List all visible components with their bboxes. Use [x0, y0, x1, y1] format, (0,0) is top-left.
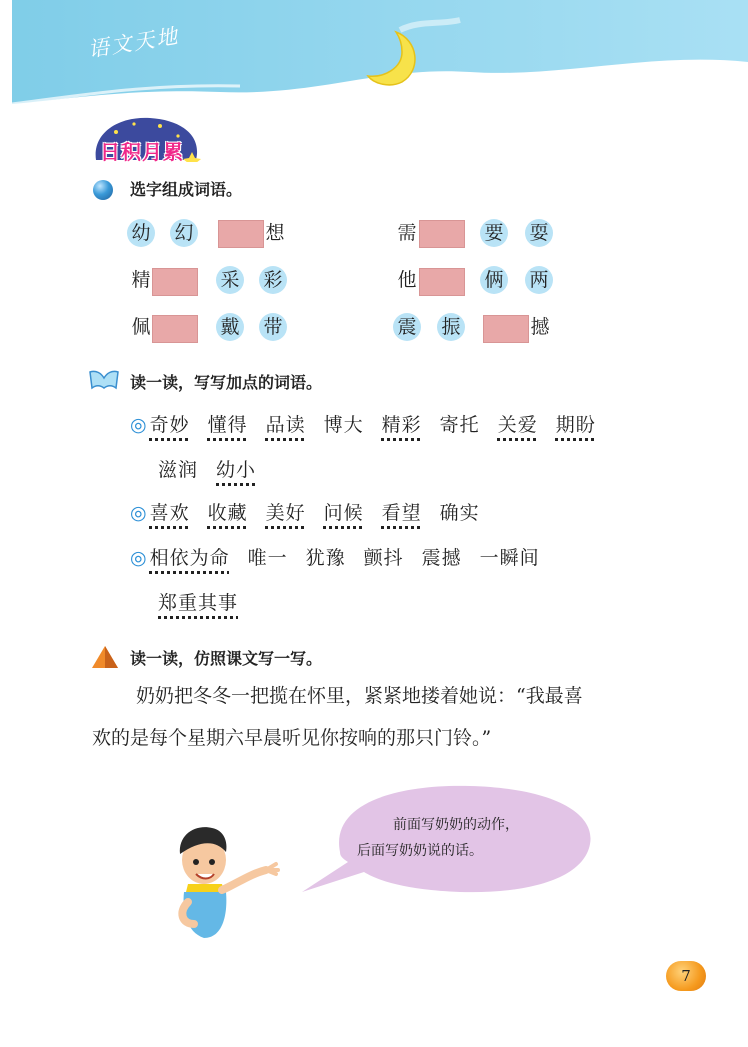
answer-blank[interactable]	[152, 268, 198, 296]
page-number: 7	[666, 961, 706, 991]
boy-illustration-icon	[166, 820, 286, 942]
char-option: 彩	[259, 266, 287, 294]
word-item: 精彩	[381, 414, 422, 436]
word-item: 喜欢	[149, 502, 190, 524]
word-list-line-2	[158, 455, 274, 482]
moon-icon	[366, 30, 426, 90]
bubble-text	[357, 812, 519, 864]
char-option: 震	[393, 313, 421, 341]
word-item: 懂得	[207, 414, 248, 436]
word-item: 奇妙	[149, 414, 190, 436]
word-item: 滋润	[158, 459, 199, 481]
char-option: 要	[480, 219, 508, 247]
blue-ball-icon	[93, 180, 113, 200]
word-list-line-5	[158, 588, 256, 615]
section2-title: 读一读，写写加点的词语。	[130, 373, 323, 392]
word-item: 确实	[439, 502, 480, 524]
word-item: 期盼	[555, 414, 596, 436]
word-item: 犹豫	[305, 547, 346, 569]
char-option: 带	[259, 313, 287, 341]
word-item: 品读	[265, 414, 306, 436]
word-item: 关爱	[497, 414, 538, 436]
double-circle-icon: ◎	[130, 414, 148, 436]
orange-pyramid-icon	[90, 644, 120, 670]
word-item: 博大	[323, 414, 364, 436]
word-item: 相依为命	[149, 547, 230, 569]
char-option: 幻	[170, 219, 198, 247]
char-option: 耍	[525, 219, 553, 247]
answer-blank[interactable]	[419, 220, 465, 248]
example-paragraph-line-1: 奶奶把冬冬一把揽在怀里，紧紧地搂着她说：“我最喜	[136, 685, 583, 707]
char-option: 两	[525, 266, 553, 294]
answer-blank[interactable]	[218, 220, 264, 248]
section-logo-label: 日积月累	[100, 140, 184, 164]
char-option: 幼	[127, 219, 155, 247]
word-list-line-4	[130, 543, 558, 570]
word-item: 看望	[381, 502, 422, 524]
example-paragraph-line-2: 欢的是每个星期六早晨听见你按响的那只门铃。”	[92, 727, 492, 749]
header-title: 语文天地	[86, 23, 181, 62]
word-item: 美好	[265, 502, 306, 524]
word-item: 问候	[323, 502, 364, 524]
section1-title: 选字组成词语。	[130, 180, 243, 199]
answer-blank[interactable]	[419, 268, 465, 296]
char-fixed: 想	[265, 222, 285, 244]
char-fixed: 佩	[131, 316, 151, 338]
word-item: 唯一	[247, 547, 288, 569]
char-option: 振	[437, 313, 465, 341]
double-circle-icon: ◎	[130, 547, 148, 569]
char-option: 戴	[216, 313, 244, 341]
answer-blank[interactable]	[152, 315, 198, 343]
char-option: 采	[216, 266, 244, 294]
char-fixed: 撼	[530, 316, 550, 338]
page-header	[0, 0, 748, 110]
section3-title: 读一读，仿照课文写一写。	[130, 649, 323, 668]
answer-blank[interactable]	[483, 315, 529, 343]
word-item: 颤抖	[363, 547, 404, 569]
word-list-line-3	[130, 498, 498, 525]
word-item: 震撼	[421, 547, 462, 569]
word-item: 一瞬间	[479, 547, 540, 569]
double-circle-icon: ◎	[130, 502, 148, 524]
word-list-line-1	[130, 410, 614, 437]
word-item: 收藏	[207, 502, 248, 524]
char-option: 俩	[480, 266, 508, 294]
bubble-line-1: 前面写奶奶的动作，	[393, 817, 519, 833]
bubble-line-2: 后面写奶奶说的话。	[357, 843, 483, 859]
word-item: 郑重其事	[158, 592, 239, 614]
word-item: 幼小	[216, 459, 257, 481]
word-item: 寄托	[439, 414, 480, 436]
char-fixed: 他	[397, 269, 417, 291]
char-fixed: 精	[131, 269, 151, 291]
open-book-icon	[88, 368, 120, 390]
char-fixed: 需	[397, 222, 417, 244]
